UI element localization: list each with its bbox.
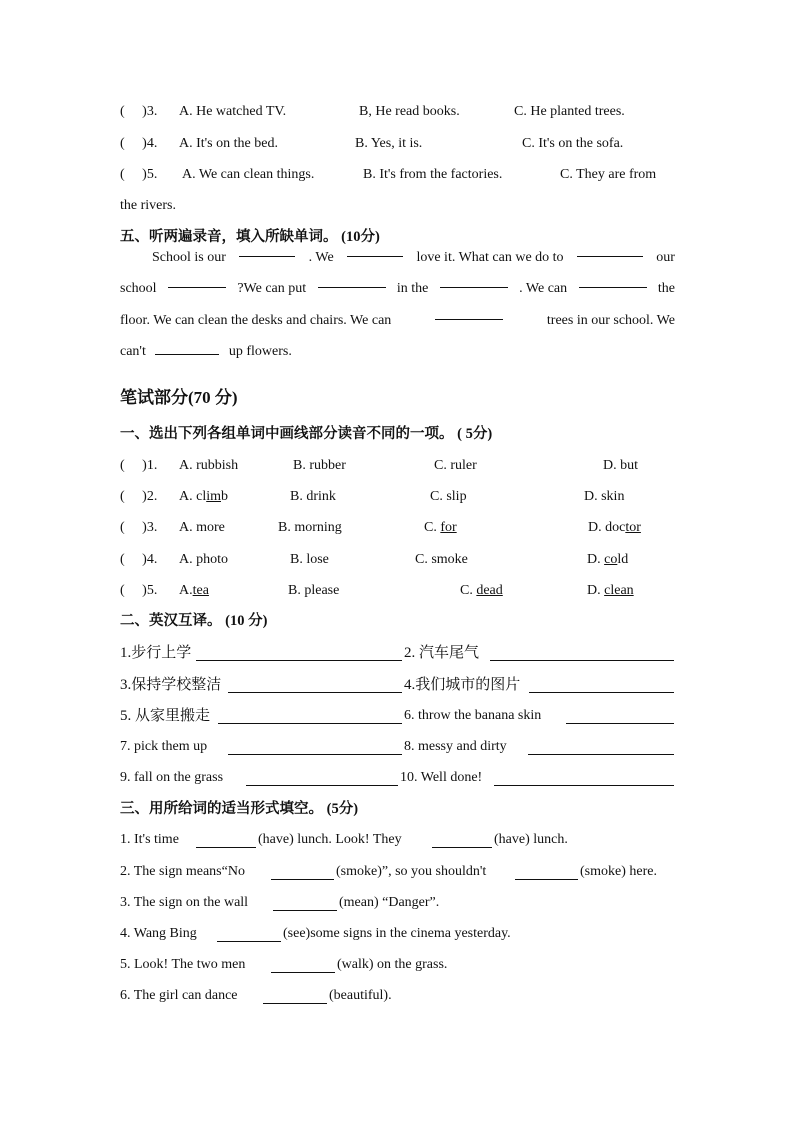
translate-item-6: 6. throw the banana skin: [404, 708, 542, 723]
q5-option-b: B. It's from the factories.: [363, 167, 503, 182]
translate-item-5: 5. 从家里搬走: [120, 708, 211, 724]
fill-blank-1a[interactable]: [196, 833, 256, 848]
translate-blank-4[interactable]: [529, 678, 674, 693]
translate-item-10: 10. Well done!: [400, 770, 483, 785]
translate-item-3: 3.保持学校整洁: [120, 677, 222, 693]
blank-5[interactable]: [318, 273, 386, 288]
translate-item-8: 8. messy and dirty: [404, 739, 507, 754]
translate-item-7: 7. pick them up: [120, 739, 208, 754]
fill-blank-4[interactable]: [217, 927, 281, 942]
translate-item-4: 4.我们城市的图片: [404, 677, 521, 693]
q3-option-c: C. He planted trees.: [514, 104, 625, 119]
blank-7[interactable]: [579, 273, 647, 288]
blank-9[interactable]: [155, 340, 219, 355]
translate-item-1: 1.步行上学: [120, 645, 192, 661]
blank-2[interactable]: [347, 242, 403, 257]
translate-blank-7[interactable]: [228, 740, 402, 755]
translate-blank-1[interactable]: [196, 646, 402, 661]
fill-blank-2a[interactable]: [271, 865, 334, 880]
translate-blank-2[interactable]: [490, 646, 674, 661]
blank-6[interactable]: [440, 273, 508, 288]
translate-item-2: 2. 汽车尾气: [404, 645, 480, 661]
q5-option-c: C. They are from: [560, 167, 657, 182]
q5-option-c-cont: the rivers.: [120, 198, 176, 213]
translate-item-9: 9. fall on the grass: [120, 770, 224, 785]
q3-number: ( )3.: [120, 104, 158, 119]
q5-number: ( )5.: [120, 167, 158, 182]
blank-4[interactable]: [168, 273, 226, 288]
q3-option-b: B, He read books.: [359, 104, 460, 119]
translate-blank-8[interactable]: [528, 740, 674, 755]
q4-option-c: C. It's on the sofa.: [522, 136, 624, 151]
q3-option-a: A. He watched TV.: [179, 104, 287, 119]
blank-8[interactable]: [435, 305, 503, 320]
translate-blank-9[interactable]: [246, 771, 398, 786]
translate-blank-5[interactable]: [218, 709, 402, 724]
q5-option-a: A. We can clean things.: [182, 167, 315, 182]
fill-blank-1b[interactable]: [432, 833, 492, 848]
fill-blank-5[interactable]: [271, 958, 335, 973]
q4-option-a: A. It's on the bed.: [179, 136, 278, 151]
q4-number: ( )4.: [120, 136, 158, 151]
translate-blank-6[interactable]: [566, 709, 674, 724]
fill-blank-3[interactable]: [273, 896, 337, 911]
blank-3[interactable]: [577, 242, 643, 257]
section5-passage: School is our . We love it. What can we do to our school ?We can put in the . We can the floor. We can clean the desks and chairs. We can trees in our school. We can't up flowers.: [120, 242, 675, 368]
translate-blank-10[interactable]: [494, 771, 674, 786]
fill-blank-6[interactable]: [263, 989, 327, 1004]
translate-blank-3[interactable]: [228, 678, 402, 693]
fill-blank-2b[interactable]: [515, 865, 578, 880]
blank-1[interactable]: [239, 242, 295, 257]
q4-option-b: B. Yes, it is.: [355, 136, 423, 151]
